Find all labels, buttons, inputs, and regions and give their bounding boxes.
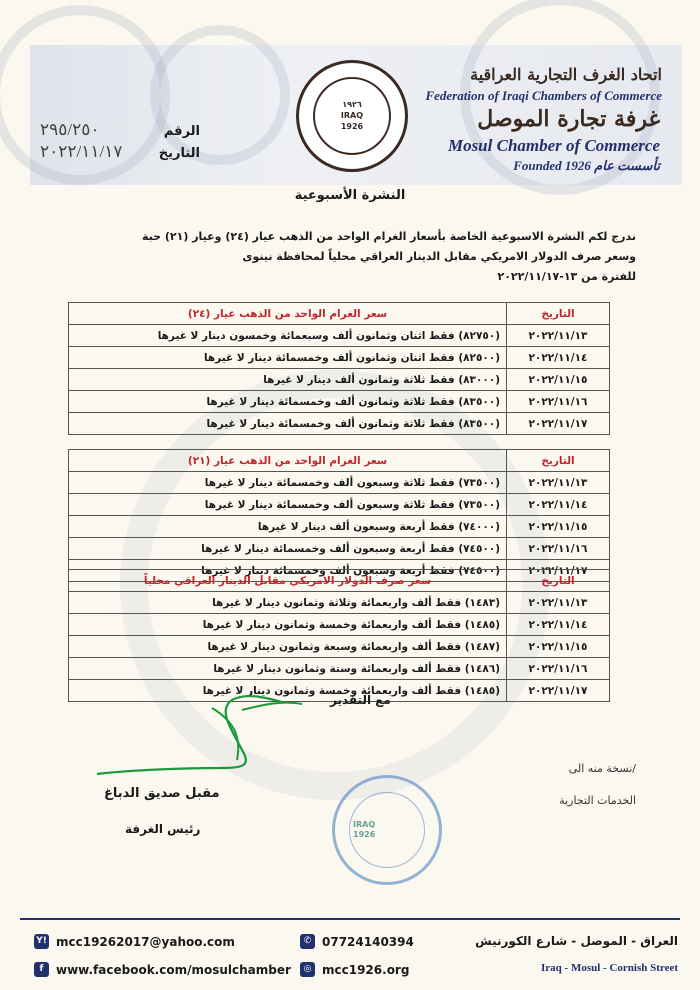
- table-row: ٢٠٢٢/١١/١٤ (٧٣٥٠٠) فقط ثلاثة وسبعون ألف وخمسمائة دينار لا غيرها: [69, 494, 610, 516]
- dollar-exchange-table: [68, 569, 610, 702]
- reference-number: ٢٩٥/٢٥٠: [40, 120, 100, 139]
- intro-line-3: للفترة من ١٣-٢٠٢٢/١١/١٧: [497, 270, 636, 283]
- table-row: ٢٠٢٢/١١/١٦ (١٤٨٦) فقط ألف واربعمائة وستة وثمانون دينار لا غيرها: [69, 658, 610, 680]
- table-header-value: سعر صرف الدولار الامريكي مقابل الدينار العراقي محلياً: [69, 570, 507, 592]
- reference-date-label: التاريخ: [158, 146, 200, 161]
- table-row: ٢٠٢٢/١١/١٣ (١٤٨٣) فقط ألف واربعمائة وثلاثة وثمانون دينار لا غيرها: [69, 592, 610, 614]
- chamber-name-ar: غرفة تجارة الموصل: [477, 106, 660, 132]
- table-header-date: التاريخ: [507, 303, 610, 325]
- reference-number-label: الرقم: [163, 124, 200, 139]
- federation-name-en: Federation of Iraqi Chambers of Commerce: [425, 88, 662, 103]
- table-row: ٢٠٢٢/١١/١٦ (٧٤٥٠٠) فقط أربعة وسبعون ألف وخمسمائة دينار لا غيرها: [69, 538, 610, 560]
- document-title: النشرة الأسبوعية: [294, 188, 406, 203]
- closing-regards: مع التقدير: [330, 693, 391, 707]
- table-row: ٢٠٢٢/١١/١٥ (١٤٨٧) فقط ألف واربعمائة وسبعة وثمانون دينار لا غيرها: [69, 636, 610, 658]
- federation-name-ar: اتحاد الغرف التجارية العراقية: [470, 65, 662, 84]
- signatory-name: مقبل صديق الدباغ: [104, 786, 220, 801]
- intro-line-1: ندرج لكم النشرة الاسبوعية الخاصة بأسعار الغرام الواحد من الذهب عيار (٢٤) وعيار (٢١) حبة: [141, 230, 636, 243]
- table-header-date: التاريخ: [507, 450, 610, 472]
- footer-divider: [20, 918, 680, 920]
- whatsapp-icon: ✆: [300, 934, 315, 949]
- table-row: ٢٠٢٢/١١/١٣ (٧٣٥٠٠) فقط ثلاثة وسبعون ألف وخمسمائة دينار لا غيرها: [69, 472, 610, 494]
- copy-to-recipient: الخدمات التجارية: [559, 794, 636, 807]
- intro-line-2: وسعر صرف الدولار الامريكي مقابل الدينار العراقي محلياً لمحافظة نينوى: [242, 250, 636, 263]
- facebook-icon: f: [34, 962, 49, 977]
- footer-address-en: Iraq - Mosul - Cornish Street: [541, 962, 678, 974]
- table-row: ٢٠٢٢/١١/١٧ (١٤٨٥) فقط ألف واربعمائة وخمسة وثمانون دينار لا غيرها: [69, 680, 610, 702]
- signatory-title: رئيس الغرفة: [125, 822, 201, 836]
- table-row: ٢٠٢٢/١١/١٤ (١٤٨٥) فقط ألف واربعمائة وخمسة وثمانون دينار لا غيرها: [69, 614, 610, 636]
- table-header-date: التاريخ: [507, 570, 610, 592]
- founded-text: Founded 1926 تأسست عام: [513, 158, 660, 173]
- chamber-name-en: Mosul Chamber of Commerce: [447, 136, 660, 155]
- web-icon: ◎: [300, 962, 315, 977]
- table-row: ٢٠٢٢/١١/١٥ (٨٣٠٠٠) فقط ثلاثة وثمانون ألف دينار لا غيرها: [69, 369, 610, 391]
- reference-block: [40, 120, 200, 164]
- table-row: ٢٠٢٢/١١/١٦ (٨٣٥٠٠) فقط ثلاثة وثمانون ألف وخمسمائة دينار لا غيرها: [69, 391, 610, 413]
- table-row: ٢٠٢٢/١١/١٤ (٨٢٥٠٠) فقط اثنان وثمانون ألف وخمسمائة دينار لا غيرها: [69, 347, 610, 369]
- table-header-value: سعر الغرام الواحد من الذهب عيار (٢١): [69, 450, 507, 472]
- handwritten-signature: [92, 690, 312, 780]
- footer-address-ar: العراق - الموصل - شارع الكورنيش: [475, 934, 678, 948]
- footer-facebook[interactable]: f www.facebook.com/mosulchamber: [34, 962, 291, 977]
- footer-website[interactable]: ◎ mcc1926.org: [300, 962, 409, 977]
- reference-date: ٢٠٢٢/١١/١٧: [40, 142, 123, 161]
- gold-24-table: [68, 302, 610, 435]
- table-row: ٢٠٢٢/١١/١٧ (٧٤٥٠٠) فقط أربعة وسبعون ألف وخمسمائة دينار لا غيرها: [69, 560, 610, 582]
- table-row: ٢٠٢٢/١١/١٥ (٧٤٠٠٠) فقط أربعة وسبعون ألف دينار لا غيرها: [69, 516, 610, 538]
- official-stamp: IRAQ 1926: [332, 775, 442, 885]
- footer-email[interactable]: Y! mcc19262017@yahoo.com: [34, 934, 235, 949]
- table-header-value: سعر الغرام الواحد من الذهب عيار (٢٤): [69, 303, 507, 325]
- table-row: ٢٠٢٢/١١/١٣ (٨٢٧٥٠) فقط اثنان وثمانون ألف وسبعمائة وخمسون دينار لا غيرها: [69, 325, 610, 347]
- footer-phone[interactable]: ✆ 07724140394: [300, 934, 414, 949]
- gold-21-table: [68, 449, 610, 582]
- table-row: ٢٠٢٢/١١/١٧ (٨٣٥٠٠) فقط ثلاثة وثمانون ألف وخمسمائة دينار لا غيرها: [69, 413, 610, 435]
- yahoo-icon: Y!: [34, 934, 49, 949]
- chamber-seal-logo: ١٩٢٦ IRAQ 1926: [296, 60, 408, 172]
- copy-to-label: نسخة منه الى/: [568, 762, 636, 775]
